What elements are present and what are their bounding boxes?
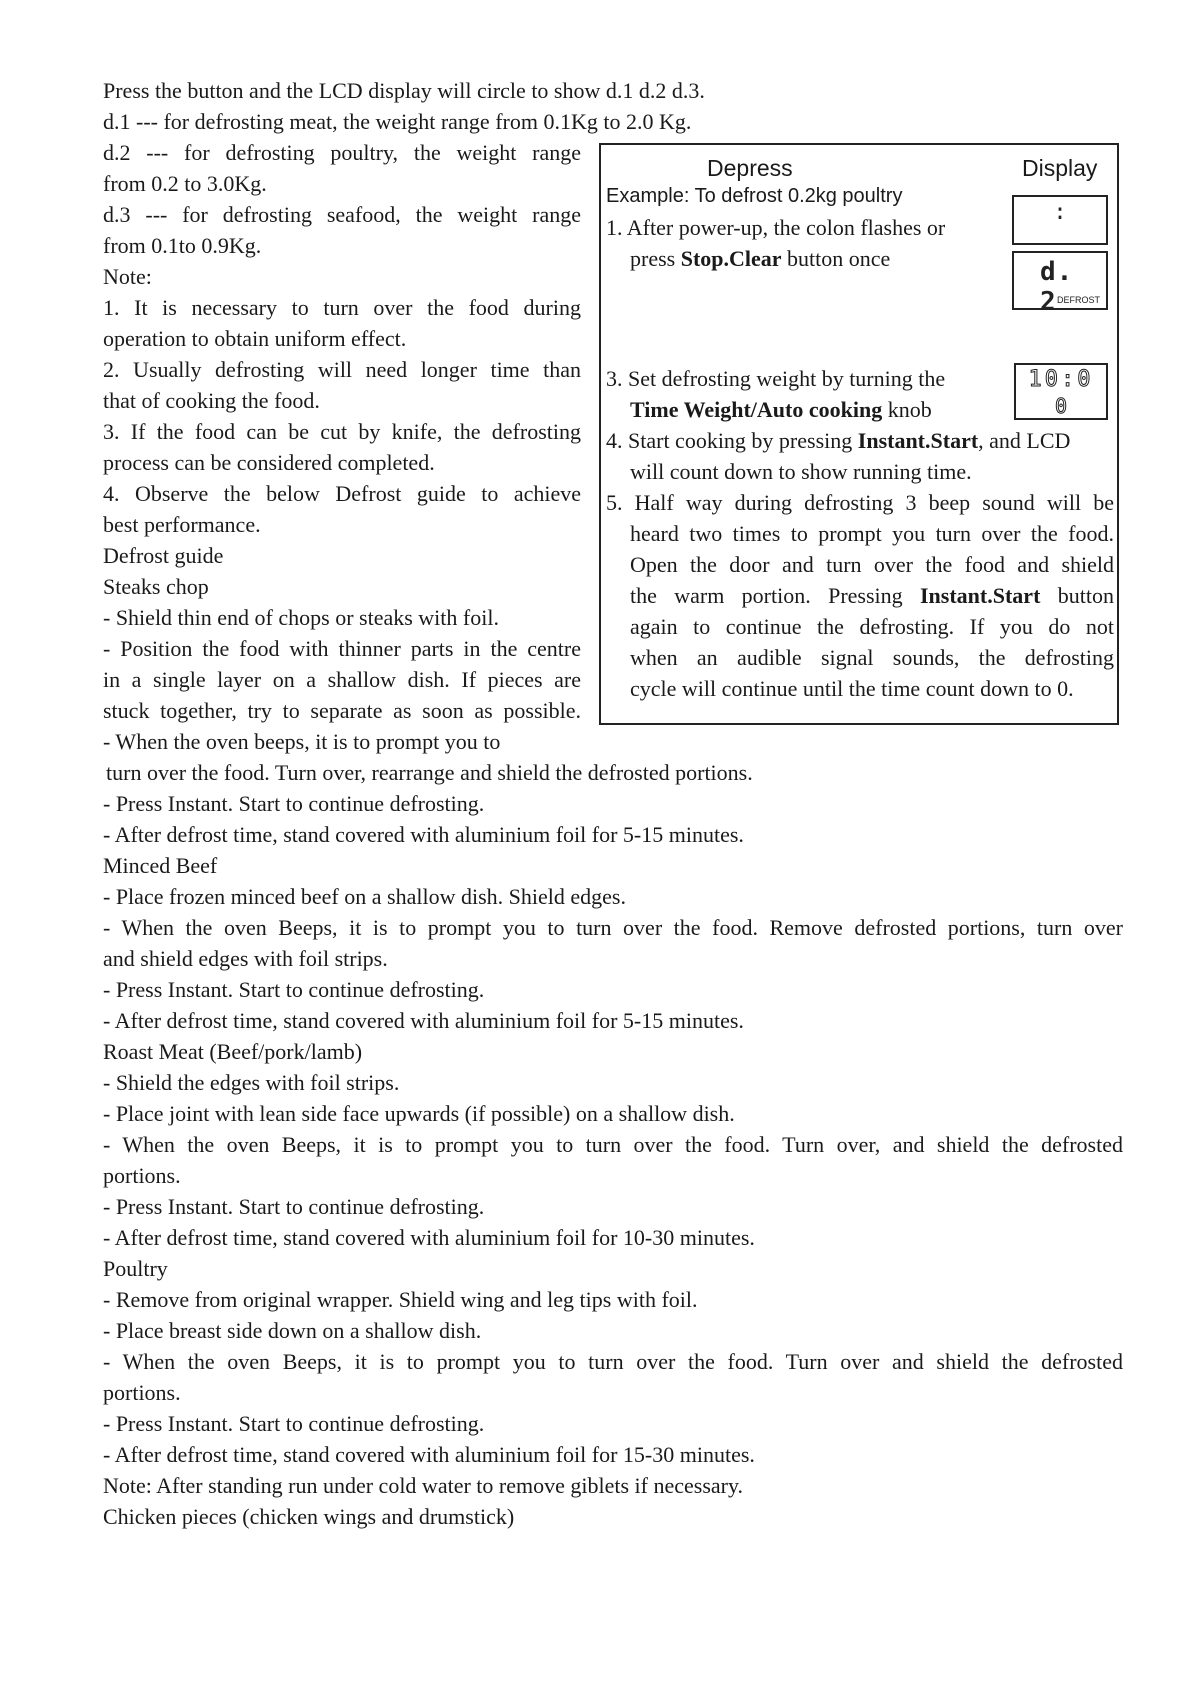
minced-line-1: - Place frozen minced beef on a shallow dish. Shield edges. [103, 884, 626, 909]
note-3-line: 3. If the food can be cut by knife, the defrosting [103, 419, 581, 444]
display-header: Display [1022, 155, 1098, 181]
step-5-line-5: again to continue the defrosting. If you do not [630, 614, 1114, 639]
step-5-line-1: 5. Half way during defrosting 3 beep sound will be [606, 490, 1114, 515]
lcd-time-row-1: 10:0 [1028, 367, 1094, 392]
roast-line-1: - Shield the edges with foil strips. [103, 1070, 400, 1095]
steaks-line-8: - After defrost time, stand covered with aluminium foil for 5-15 minutes. [103, 822, 744, 847]
note-4-line: 4. Observe the below Defrost guide to achieve [103, 481, 581, 506]
example-line: Example: To defrost 0.2kg poultry [606, 185, 903, 207]
depress-header: Depress [707, 155, 793, 181]
stop-clear-label: Stop.Clear [680, 246, 782, 271]
time-weight-label: Time Weight/Auto cooking [630, 397, 883, 422]
note-1-cont: operation to obtain uniform effect. [103, 326, 407, 351]
instant-start-label: Instant.Start [857, 428, 979, 453]
lcd-d2-display [1012, 251, 1108, 317]
steaks-chop-heading: Steaks chop [103, 574, 209, 599]
instant-start-label-2: Instant.Start [920, 583, 1041, 608]
d3-line: d.3 --- for defrosting seafood, the weight range [103, 202, 581, 227]
intro-line: Press the button and the LCD display will circle to show d.1 d.2 d.3. [103, 78, 705, 103]
note-2-line: 2. Usually defrosting will need longer time than [103, 357, 581, 382]
roast-line-2: - Place joint with lean side face upwards (if possible) on a shallow dish. [103, 1101, 735, 1126]
note-heading: Note: [103, 264, 152, 289]
defrost-guide-heading: Defrost guide [103, 543, 224, 568]
step-5-line-3: Open the door and turn over the food and shield [630, 552, 1114, 577]
steaks-line-5: - When the oven beeps, it is to prompt you to [103, 729, 501, 754]
chicken-pieces-heading: Chicken pieces (chicken wings and drumstick) [103, 1504, 515, 1529]
steaks-line-2: - Position the food with thinner parts in the centre [103, 636, 581, 661]
step-5-line-2: heard two times to prompt you turn over the food. [630, 521, 1114, 546]
minced-line-4: - Press Instant. Start to continue defrosting. [103, 977, 485, 1002]
d2-range-line: from 0.2 to 3.0Kg. [103, 171, 267, 196]
lcd-colon-display: : [1012, 195, 1108, 245]
roast-line-6: - After defrost time, stand covered with aluminium foil for 10-30 minutes. [103, 1225, 755, 1250]
lcd-d2-text: d. 2 [1040, 257, 1074, 317]
poultry-line-6: - After defrost time, stand covered with aluminium foil for 15-30 minutes. [103, 1442, 755, 1467]
steaks-line-6: turn over the food. Turn over, rearrange and shield the defrosted portions. [106, 760, 753, 785]
step-1-line: 1. After power-up, the colon flashes or [606, 215, 946, 240]
lcd-time-row-2: 0 [1054, 394, 1068, 418]
step-5-line-7: cycle will continue until the time count down to 0. [630, 676, 1074, 701]
step-4-cont: will count down to show running time. [630, 459, 972, 484]
steaks-line-3: in a single layer on a shallow dish. If pieces are [103, 667, 581, 692]
steaks-line-4: stuck together, try to separate as soon as possible. [103, 698, 581, 723]
lcd-defrost-label: DEFROST [1056, 295, 1100, 305]
roast-line-3: - When the oven Beeps, it is to prompt you to turn over the food. Turn over, and shield the defrosted [103, 1132, 1123, 1157]
roast-line-4: portions. [103, 1163, 181, 1188]
roast-meat-heading: Roast Meat (Beef/pork/lamb) [103, 1039, 363, 1064]
minced-line-2: - When the oven Beeps, it is to prompt you to turn over the food. Remove defrosted portions, turn over [103, 915, 1123, 940]
step-1-cont: press Stop.Clear button once [630, 246, 891, 271]
poultry-line-5: - Press Instant. Start to continue defrosting. [103, 1411, 485, 1436]
minced-line-3: and shield edges with foil strips. [103, 946, 388, 971]
note-4-cont: best performance. [103, 512, 261, 537]
minced-line-5: - After defrost time, stand covered with aluminium foil for 5-15 minutes. [103, 1008, 744, 1033]
d1-line: d.1 --- for defrosting meat, the weight range from 0.1Kg to 2.0 Kg. [103, 109, 692, 134]
poultry-line-2: - Place breast side down on a shallow dish. [103, 1318, 482, 1343]
poultry-line-1: - Remove from original wrapper. Shield wing and leg tips with foil. [103, 1287, 698, 1312]
note-3-cont: process can be considered completed. [103, 450, 435, 475]
step-3-line: 3. Set defrosting weight by turning the [606, 366, 946, 391]
poultry-heading: Poultry [103, 1256, 168, 1281]
roast-line-5: - Press Instant. Start to continue defrosting. [103, 1194, 485, 1219]
step-3-cont: Time Weight/Auto cooking knob [630, 397, 932, 422]
steaks-line-1: - Shield thin end of chops or steaks with foil. [103, 605, 499, 630]
d3-range-line: from 0.1to 0.9Kg. [103, 233, 262, 258]
note-1-line: 1. It is necessary to turn over the food during [103, 295, 581, 320]
lcd-time-display [1014, 363, 1108, 420]
poultry-line-3: - When the oven Beeps, it is to prompt you to turn over the food. Turn over and shield the defrosted [103, 1349, 1123, 1374]
minced-beef-heading: Minced Beef [103, 853, 218, 878]
step-4-line: 4. Start cooking by pressing Instant.Start, and LCD [606, 428, 1071, 453]
note-2-cont: that of cooking the food. [103, 388, 320, 413]
steaks-line-7: - Press Instant. Start to continue defrosting. [103, 791, 485, 816]
defrost-instructions-box [599, 143, 1119, 725]
d2-line: d.2 --- for defrosting poultry, the weight range [103, 140, 581, 165]
poultry-note: Note: After standing run under cold water to remove giblets if necessary. [103, 1473, 744, 1498]
step-5-line-6: when an audible signal sounds, the defrosting [630, 645, 1114, 670]
step-5-line-4: the warm portion. Pressing Instant.Start button [630, 583, 1114, 608]
poultry-line-4: portions. [103, 1380, 181, 1405]
